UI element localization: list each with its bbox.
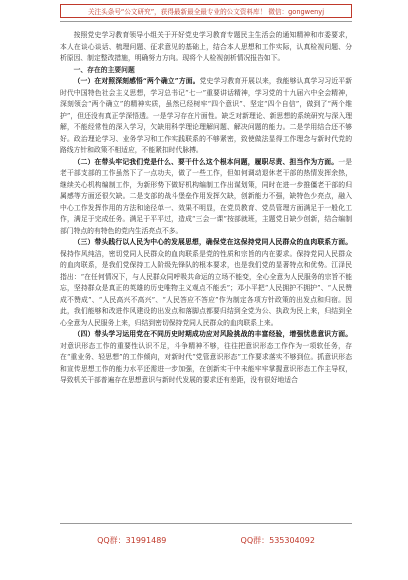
footer-rule bbox=[60, 523, 352, 524]
item-3-body: 保持作风纯洁，密切党同人民群众的血肉联系是党的性质和宗旨的内在要求。保持党同人民群众的血肉联系，是我们党保持工人阶级先锋队的根本要求，也是我们党的显著特点和优势。江泽民指出：“在任何情况下，与人民群众同呼吸共命运的立场不能变，全心全意为人民服务的宗旨不能忘，坚持群众是真正的英雄的历史唯物主义观点不能丢”；邓小平把“人民拥护不拥护”、“人民赞成不赞成”、“人民高兴不高兴”、“人民答应不答应”作为制定各项方针政策的出发点和归宿。因此，我们能够和改进作风建设的出发点和落脚点都要归结到全党为公、执政为民上来，归结到全心全意为人民服务上来，归结到密切保持党同人民群众的血肉联系上来。 bbox=[60, 249, 352, 327]
item-3-lead: （三）带头践行以人民为中心的发展思想，确保党在这保持党同人民群众的血肉联系方面。 bbox=[73, 238, 352, 246]
footer-qq-group-2: QQ群：535304092 bbox=[240, 535, 315, 545]
item-3-paragraph bbox=[60, 237, 352, 329]
item-2-lead: （二）在带头牢记我们党是什么、要干什么这个根本问题，履职尽责、担当作为方面。 bbox=[73, 157, 339, 166]
item-4-body: 对意识形态工作的重要性认识不足，斗争精神不够，往往把意识形态工作作为一项软任务，存在“重业务、轻思想”的工作倾向，对新时代“党管意识形态”工作要求落实不够到位。抓意识形态和宣传思想工作的能力水平还需进一步加强，在创新实干中未能牢牢掌握意识形态工作主导权，导致机关干部普遍存在思想意识与新时代发展的要求还有差距，没有很好地适合 bbox=[60, 341, 352, 384]
item-1-paragraph bbox=[60, 76, 352, 157]
item-4-paragraph bbox=[60, 329, 352, 387]
footer-qq-group-1: QQ群：31991489 bbox=[97, 535, 167, 545]
document-body bbox=[60, 30, 352, 520]
item-1-lead: （一）在对照深刻感悟“两个确立”方面。 bbox=[73, 77, 200, 85]
header-banner: 关注头条号“公文研究”，获得最新最全最专业的公文资料库！ 微信：gongwenyj bbox=[60, 4, 352, 18]
item-1-body: 党史学习教育开展以来，我能够认真学习习近平新时代中国特色社会主义思想，学习总书记“七一”重要讲话精神，学习党的十九届六中全会精神，深刻领会“两个确立”的精神实质，虽然已经树牢“四个意识”、坚定“四个自信”，做到了“两个维护”，但还没有真正学深悟透。一是学习存在片面性。缺乏对新理论、新思想的系统研究与深入理解，不能经常性的深入学习，欠缺用科学理论理解问题、解决问题的能力。二是学用结合还不够好。政治理论学习、业务学习和工作实践联系的不够紧密，致使做法显得工作理念与新时代党的路线方针和政策不相适应，不能紧扣时代脉搏。 bbox=[60, 77, 352, 154]
item-4-lead: （四）带头学习运用党在不同历史时期成功应对风险挑战的丰富经验，增强忧患意识方面。 bbox=[73, 330, 352, 338]
item-2-body: 一是老干部支部的工作虽然下了一点功夫，做了一些工作，但如何调动退休老干部的热情发挥余热，继续关心机构编制工作，为新形势下做好机构编制工作出谋划策，同时在进一步推僵老干部的归属感等方面还很欠缺。二是支部的战斗堡垒作用发挥欠缺，创新能力不强，缺特色少亮点，融入中心工作发挥作用的方法和途径单一、效果不明显，在党员教育、党员管理方面满足于一般化工作，满足于完成任务。满足于平平过，造成“三会一课”按部就班，主题党日缺少创新，结合编制部门特点的有特色的党内生活亮点不多。 bbox=[60, 157, 352, 235]
header-rule bbox=[60, 21, 352, 22]
intro-paragraph: 按照党史学习教育领导小组关于开好党史学习教育专题民主生活会的通知精神和市委要求，本人在谈心谈话、梳理问题、征求意见的基础上，结合本人思想和工作实际，认真检视问题、分析原因、制定整改措施，明确努力方向。现将个人检视剖析情况报告如下。 bbox=[60, 31, 352, 62]
footer bbox=[60, 533, 352, 547]
item-2-paragraph bbox=[60, 157, 352, 238]
section-heading: 一、存在的主要问题 bbox=[73, 65, 135, 74]
